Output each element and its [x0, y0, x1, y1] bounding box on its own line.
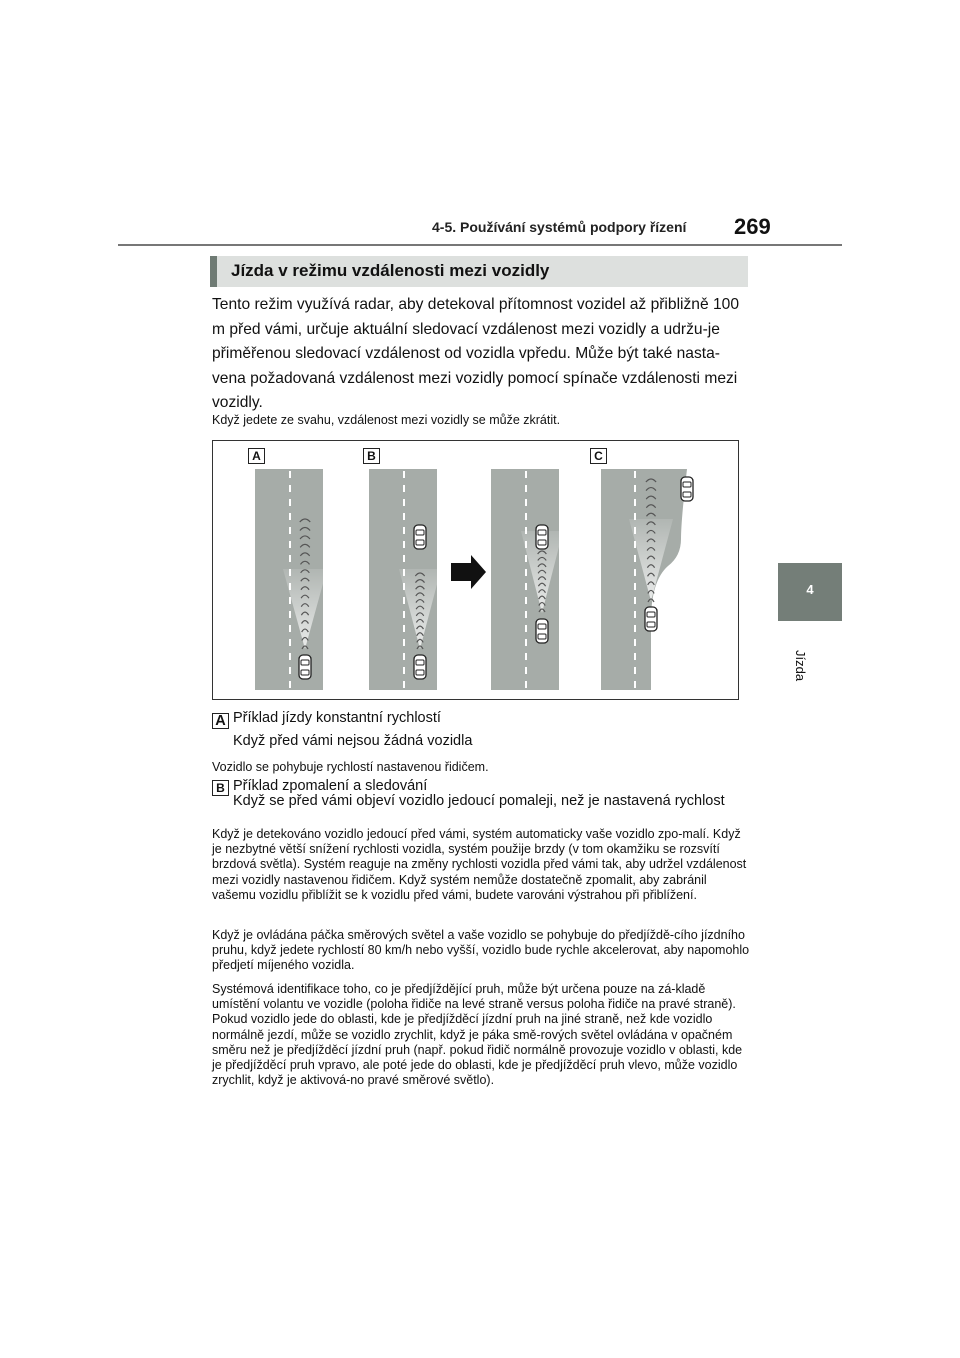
- figure-label-a: A: [248, 448, 265, 464]
- item-b-title: Příklad zpomalení a sledování: [233, 778, 428, 794]
- downhill-note: Když jedete ze svahu, vzdálenost mezi vozidly se může zkrátit.: [212, 413, 561, 427]
- chapter-label: Jízda: [793, 650, 808, 682]
- vehicles: [213, 441, 740, 701]
- vehicle: [414, 655, 426, 679]
- item-label-a: A: [212, 713, 229, 729]
- vehicle: [681, 477, 693, 501]
- item-b-subtitle: Když se před vámi objeví vozidlo jedoucí pomaleji, než je nastavená rychlost: [233, 793, 725, 809]
- item-a-title: Příklad jízdy konstantní rychlostí: [233, 710, 441, 726]
- vehicle: [645, 607, 657, 631]
- vehicle: [536, 619, 548, 643]
- page-number: 269: [734, 214, 771, 239]
- item-a-subtitle: Když před vámi nejsou žádná vozidla: [233, 733, 473, 749]
- paragraph-lane-identification: Systémová identifikace toho, co je předjíždějící pruh, může být určena pouze na zá-kladě umístění volantu ve vozidle (poloha řidiče na levé straně versus poloha řidiče na pravé straně). Pokud vozidlo jede do oblasti, kde je předjížděcí jízdní pruh na jiné straně, než kde vozidlo normálně jezdí, může se vozidlo zrychlit, když je páka smě-rových světel ovládána v opačném směru než je předjížděcí jízdní pruh (např. pokud řidič normálně provozuje vozidlo v oblasti, kde je předjížděcí pruh vpravo, ale poté jede do oblasti, kde je předjížděcí pruh vlevo, může vozidlo zrychlit, když je aktivová-no pravé směrové světlo).: [212, 982, 743, 1088]
- intro-paragraph: Tento režim využívá radar, aby detekoval přítomnost vozidel až přibližně 100 m před vámi, určuje aktuální sledovací vzdálenost mezi vozidly a udržu-je přiměřenou sledovací vzdálenost od vozidla vpředu. Může být také nasta-vena požadovaná vzdálenost mezi vozidly pomocí spínače vzdálenosti mezi vozidly.: [212, 296, 739, 411]
- section-title: Jízda v režimu vzdálenosti mezi vozidly: [231, 261, 550, 280]
- distance-mode-figure: [212, 440, 739, 700]
- figure-label-c: C: [590, 448, 607, 464]
- chapter-number: 4: [806, 582, 814, 597]
- section-title-bar: [210, 256, 748, 287]
- vehicle: [299, 655, 311, 679]
- header-divider: [118, 244, 842, 246]
- paragraph-deceleration: Když je detekováno vozidlo jedoucí před vámi, systém automaticky vaše vozidlo zpo-malí. Když je nezbytné větší snížení rychlosti vozidla, systém použije brzdy (v tom okamžiku se rozsvítí brzdová světla). Systém reaguje na změny rychlosti vozidla před vámi tak, aby udržel vzdálenost mezi vozidly nastavenou řidičem. Když systém nemůže dostatečně zpomalit, aby zabránil vašemu vozidlu přiblížit se k vozidlu před vámi, budete varováni výstrahou při přiblížení.: [212, 827, 747, 902]
- figure-label-b: B: [363, 448, 380, 464]
- item-a-note: Vozidlo se pohybuje rychlostí nastavenou řidičem.: [212, 760, 489, 774]
- item-label-b: B: [212, 780, 229, 796]
- paragraph-overtake: Když je ovládána páčka směrových světel a vaše vozidlo se pohybuje do předjíždě-cího jízdního pruhu, když jedete rychlostí 80 km/h nebo vyšší, vozidlo bude rychle akcelerovat, aby napomohlo předjetí míjeného vozidla.: [212, 928, 750, 973]
- header-section-title: 4-5. Používání systémů podpory řízení: [432, 219, 687, 235]
- vehicle: [536, 525, 548, 549]
- vehicle: [414, 525, 426, 549]
